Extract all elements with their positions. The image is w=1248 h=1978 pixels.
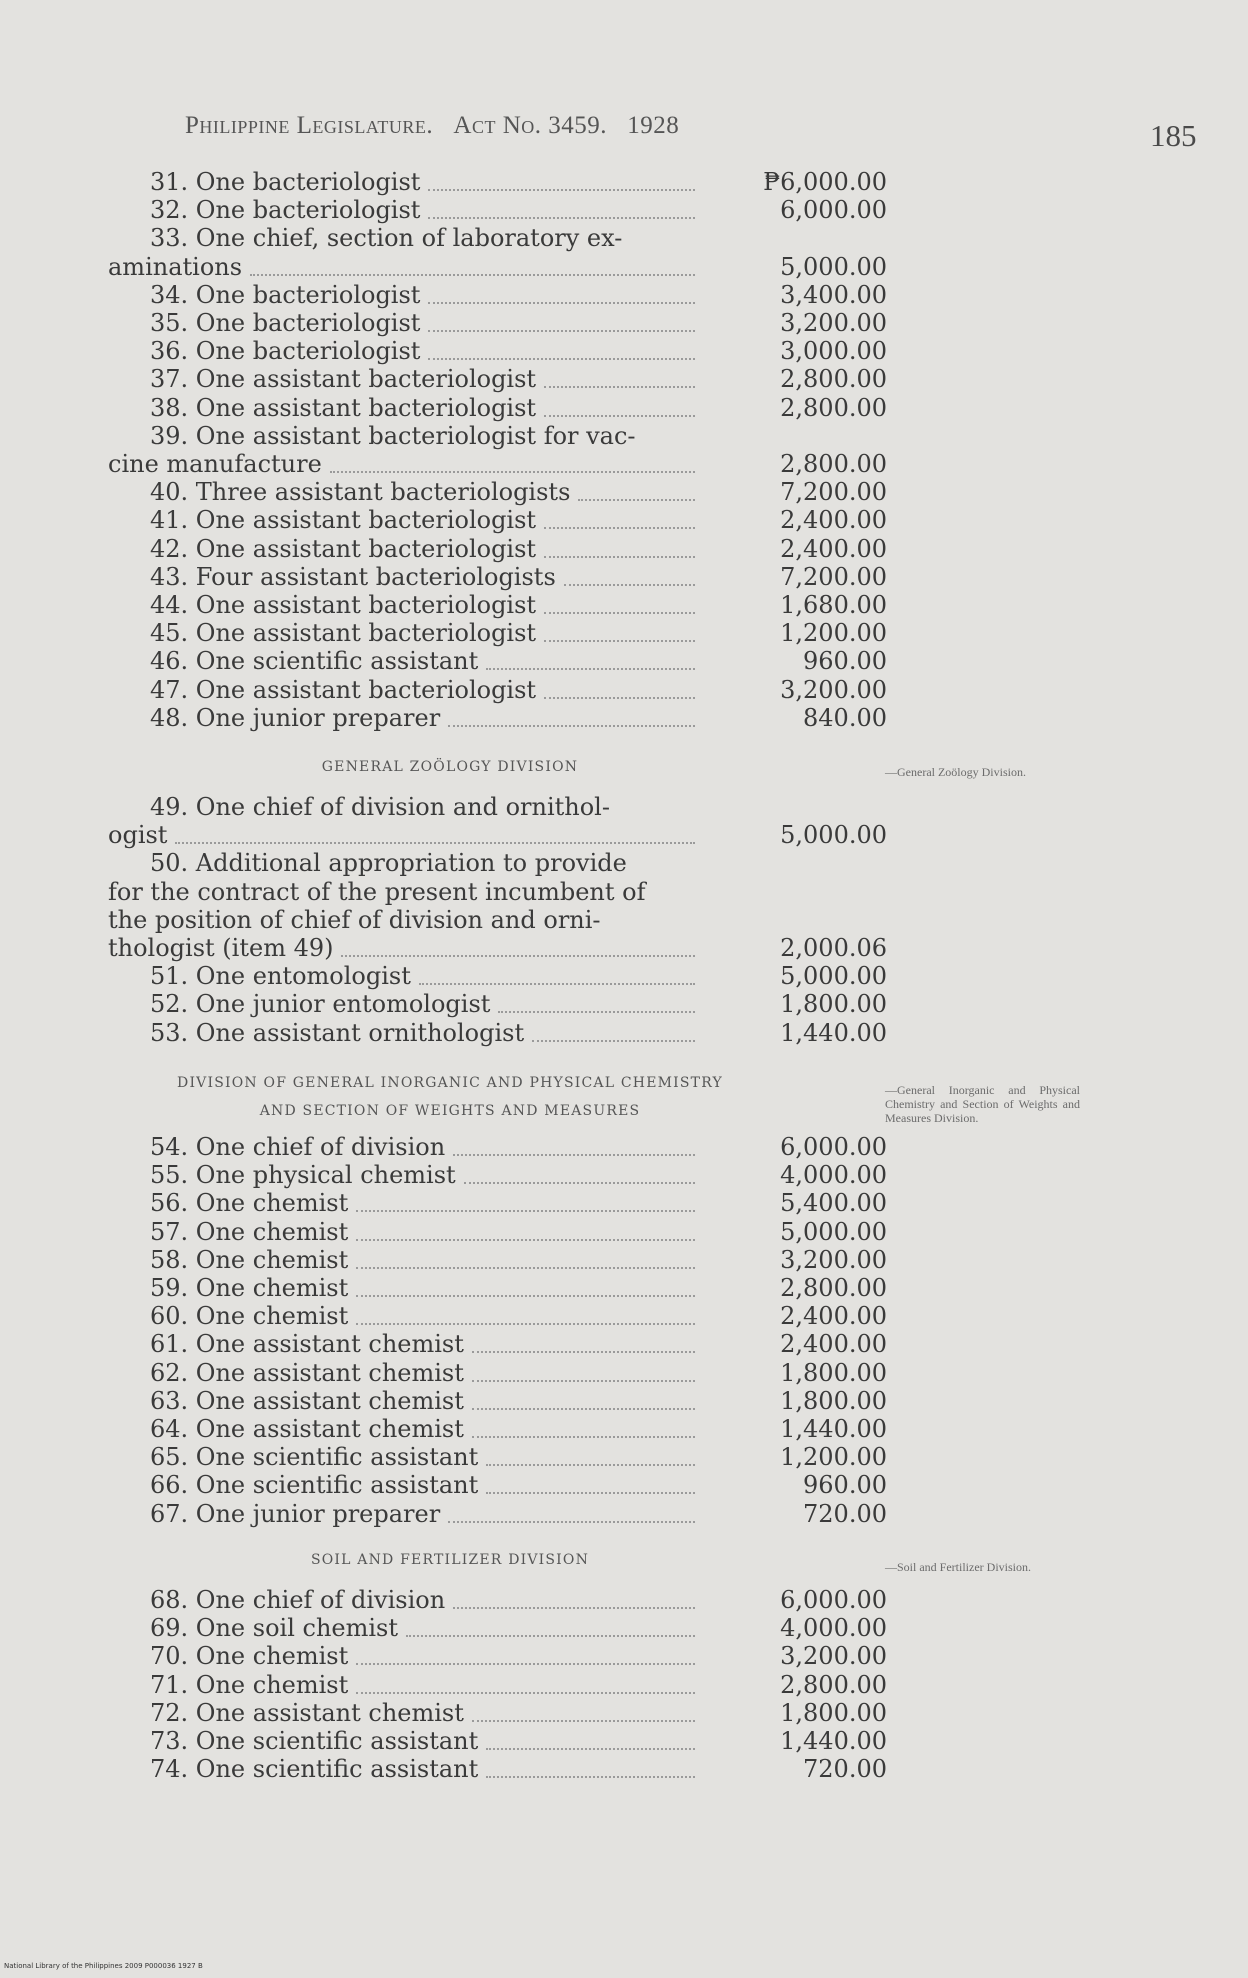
margin-note-zoology: —General Zoölogy Division. [885, 765, 1026, 779]
item-text: 63. One assistant chemist [150, 1386, 464, 1415]
item-amount: 3,000.00 [780, 337, 887, 366]
ledger-row [100, 535, 900, 563]
leader-dots [564, 582, 695, 586]
item-amount: 4,000.00 [780, 1161, 887, 1190]
header-year: 1928 [627, 112, 680, 139]
leader-dots [472, 1718, 695, 1722]
item-amount: 720.00 [803, 1755, 887, 1784]
item-amount: 3,200.00 [780, 675, 887, 704]
leader-dots [356, 1293, 695, 1297]
item-text: 57. One chemist [150, 1217, 349, 1246]
ledger-row [100, 281, 900, 309]
leader-dots [544, 695, 695, 699]
item-amount: 5,000.00 [780, 962, 887, 991]
item-text: 62. One assistant chemist [150, 1358, 464, 1387]
ledger-row [100, 793, 900, 821]
leader-dots [472, 1434, 695, 1438]
item-text: 43. Four assistant bacteriologists [150, 562, 556, 591]
item-amount: 5,000.00 [780, 252, 887, 281]
leader-dots [486, 1462, 695, 1466]
leader-dots [486, 1746, 695, 1750]
item-amount: 6,000.00 [780, 1133, 887, 1161]
item-amount: 2,400.00 [780, 534, 887, 563]
item-text: 47. One assistant bacteriologist [150, 675, 537, 704]
ledger-row [100, 1218, 900, 1246]
item-text: 50. Additional appropriation to provide [150, 849, 627, 878]
item-text: 67. One junior preparer [150, 1499, 441, 1528]
ledger-row [100, 934, 900, 962]
item-text: 48. One junior preparer [150, 703, 441, 732]
item-amount: 2,400.00 [780, 506, 887, 535]
ledger-row [100, 365, 900, 393]
item-text: for the contract of the present incumbent of [108, 877, 646, 906]
item-amount: 840.00 [803, 703, 887, 732]
ledger-row [100, 619, 900, 647]
ledger-row [100, 1161, 900, 1189]
ledger-row [100, 563, 900, 591]
item-amount: 1,800.00 [780, 1386, 887, 1415]
leader-dots [250, 272, 695, 276]
leader-dots [544, 413, 695, 417]
leader-dots [544, 610, 695, 614]
item-text: 36. One bacteriologist [150, 337, 421, 366]
item-amount: 2,800.00 [780, 365, 887, 394]
page-number: 185 [1150, 118, 1197, 153]
item-amount: 2,400.00 [780, 1302, 887, 1331]
item-amount: 5,400.00 [780, 1189, 887, 1218]
ledger-row [100, 1500, 900, 1528]
ledger-row [100, 394, 900, 422]
ledger-row [100, 1415, 900, 1443]
ledger-row [100, 478, 900, 506]
leader-dots [544, 525, 695, 529]
item-text: 66. One scientific assistant [150, 1471, 479, 1500]
margin-note-chemistry: —General Inorganic and Physical Chemistry and Section of Weights and Measures Division. [885, 1083, 1080, 1125]
leader-dots [464, 1180, 695, 1184]
ledger-row [100, 1699, 900, 1727]
header-legislature: Philippine Legislature. [185, 112, 434, 139]
leader-dots [356, 1321, 695, 1325]
margin-note-soil: —Soil and Fertilizer Division. [885, 1560, 1031, 1574]
leader-dots [341, 953, 695, 957]
ledger-row [100, 450, 900, 478]
ledger-row [100, 906, 900, 934]
item-text: 51. One entomologist [150, 962, 411, 991]
leader-dots [428, 187, 695, 191]
ledger-row [100, 591, 900, 619]
ledger-row [100, 962, 900, 990]
scan-footer: National Library of the Philippines 2009 P000036 1927 B [4, 1962, 203, 1970]
item-text: 38. One assistant bacteriologist [150, 393, 537, 422]
leader-dots [453, 1605, 695, 1609]
item-amount: 720.00 [803, 1499, 887, 1528]
section-heading-chemistry-2: AND SECTION OF WEIGHTS AND MEASURES [259, 1103, 641, 1119]
item-text: 32. One bacteriologist [150, 196, 421, 225]
item-text: 68. One chief of division [150, 1586, 446, 1614]
item-amount: 1,440.00 [780, 1415, 887, 1443]
item-text: 45. One assistant bacteriologist [150, 619, 537, 648]
leader-dots [356, 1237, 695, 1241]
item-text: 69. One soil chemist [150, 1614, 399, 1643]
item-amount: 3,400.00 [780, 280, 887, 309]
item-amount: ₱6,000.00 [763, 168, 887, 196]
ledger-row [100, 309, 900, 337]
item-amount: 2,000.06 [780, 934, 887, 962]
leader-dots [544, 638, 695, 642]
leader-dots [356, 1690, 695, 1694]
ledger-row [100, 990, 900, 1018]
ledger-row [100, 337, 900, 365]
item-amount: 1,200.00 [780, 1443, 887, 1472]
leader-dots [532, 1038, 695, 1042]
item-amount: 6,000.00 [780, 1586, 887, 1614]
ledger-row [100, 1586, 900, 1614]
item-text: 52. One junior entomologist [150, 990, 491, 1019]
ledger-row [100, 506, 900, 534]
leader-dots [472, 1378, 695, 1382]
ledger-row [100, 253, 900, 281]
ledger-row [100, 1727, 900, 1755]
item-text: 39. One assistant bacteriologist for vac- [150, 421, 636, 450]
item-amount: 1,440.00 [780, 1727, 887, 1755]
leader-dots [356, 1265, 695, 1269]
item-amount: 3,200.00 [780, 1245, 887, 1274]
running-header [185, 112, 679, 140]
section-heading-chemistry-1: DIVISION OF GENERAL INORGANIC AND PHYSICAL CHEMISTRY [177, 1075, 723, 1091]
leader-dots [472, 1349, 695, 1353]
leader-dots [544, 554, 695, 558]
ledger-row [100, 1274, 900, 1302]
item-amount: 1,800.00 [780, 1698, 887, 1727]
item-text: 65. One scientific assistant [150, 1443, 479, 1472]
header-act: Act No. 3459. [453, 112, 608, 139]
item-text: 34. One bacteriologist [150, 280, 421, 309]
item-text: 41. One assistant bacteriologist [150, 506, 537, 535]
item-text: cine manufacture [108, 450, 322, 478]
item-text: 72. One assistant chemist [150, 1698, 464, 1727]
leader-dots [419, 981, 695, 985]
item-text: 35. One bacteriologist [150, 309, 421, 337]
item-amount: 1,200.00 [780, 619, 887, 648]
item-text: 70. One chemist [150, 1642, 349, 1671]
item-amount: 7,200.00 [780, 478, 887, 507]
ledger-row [100, 224, 900, 252]
item-text: 71. One chemist [150, 1670, 349, 1699]
item-amount: 2,800.00 [780, 1274, 887, 1302]
leader-dots [486, 1774, 695, 1778]
item-text: aminations [108, 252, 243, 281]
item-text: 59. One chemist [150, 1274, 349, 1302]
item-amount: 1,800.00 [780, 1358, 887, 1387]
item-text: 49. One chief of division and ornithol- [150, 793, 610, 821]
ledger-row [100, 168, 900, 196]
item-amount: 4,000.00 [780, 1614, 887, 1643]
item-amount: 5,000.00 [780, 821, 887, 850]
leader-dots [428, 215, 695, 219]
item-amount: 960.00 [803, 1471, 887, 1500]
item-text: 31. One bacteriologist [150, 168, 421, 196]
ledger-row [100, 1019, 900, 1047]
item-text: 40. Three assistant bacteriologists [150, 478, 571, 507]
leader-dots [486, 666, 695, 670]
ledger-row [100, 1387, 900, 1415]
leader-dots [472, 1406, 695, 1410]
section-heading-soil: SOIL AND FERTILIZER DIVISION [310, 1552, 590, 1568]
item-amount: 1,800.00 [780, 990, 887, 1019]
leader-dots [448, 1519, 695, 1523]
item-text: 64. One assistant chemist [150, 1415, 464, 1443]
item-amount: 7,200.00 [780, 562, 887, 591]
item-amount: 2,800.00 [780, 450, 887, 478]
item-text: 61. One assistant chemist [150, 1330, 464, 1359]
ledger-row [100, 1246, 900, 1274]
leader-dots [428, 300, 695, 304]
ledger-row [100, 1133, 900, 1161]
ledger-row [100, 676, 900, 704]
ledger-row [100, 821, 900, 849]
leader-dots [428, 328, 695, 332]
item-amount: 6,000.00 [780, 196, 887, 225]
leader-dots [356, 1208, 695, 1212]
item-text: the position of chief of division and orni- [108, 905, 601, 934]
ledger-row [100, 849, 900, 877]
item-amount: 5,000.00 [780, 1217, 887, 1246]
ledger-row [100, 1443, 900, 1471]
leader-dots [486, 1490, 695, 1494]
ledger-row [100, 1642, 900, 1670]
item-text: 58. One chemist [150, 1245, 349, 1274]
item-text: 54. One chief of division [150, 1133, 446, 1161]
item-text: 55. One physical chemist [150, 1161, 456, 1190]
item-text: 33. One chief, section of laboratory ex- [150, 224, 623, 253]
leader-dots [175, 840, 695, 844]
item-text: 53. One assistant ornithologist [150, 1018, 525, 1047]
item-amount: 2,400.00 [780, 1330, 887, 1359]
item-amount: 1,680.00 [780, 591, 887, 619]
item-text: 74. One scientific assistant [150, 1755, 479, 1784]
ledger-row [100, 878, 900, 906]
item-text: 46. One scientific assistant [150, 647, 479, 676]
ledger-row [100, 1471, 900, 1499]
item-text: thologist (item 49) [108, 934, 334, 962]
ledger-row [100, 196, 900, 224]
item-text: 44. One assistant bacteriologist [150, 591, 537, 619]
leader-dots [356, 1661, 695, 1665]
leader-dots [448, 723, 695, 727]
item-text: 60. One chemist [150, 1302, 349, 1331]
leader-dots [544, 384, 695, 388]
leader-dots [330, 469, 695, 473]
item-text: 56. One chemist [150, 1189, 349, 1218]
ledger-row [100, 1614, 900, 1642]
ledger-row [100, 1189, 900, 1217]
ledger-row [100, 647, 900, 675]
item-amount: 2,800.00 [780, 393, 887, 422]
leader-dots [428, 356, 695, 360]
section-heading-zoology: GENERAL ZOÖLOGY DIVISION [321, 759, 579, 775]
ledger-row [100, 1671, 900, 1699]
leader-dots [453, 1152, 695, 1156]
ledger-row [100, 1359, 900, 1387]
item-amount: 3,200.00 [780, 1642, 887, 1671]
item-amount: 1,440.00 [780, 1018, 887, 1047]
ledger-row [100, 704, 900, 732]
item-amount: 2,800.00 [780, 1670, 887, 1699]
item-amount: 960.00 [803, 647, 887, 676]
ledger-row [100, 422, 900, 450]
ledger-row [100, 1302, 900, 1330]
item-text: 73. One scientific assistant [150, 1727, 479, 1755]
item-text: 42. One assistant bacteriologist [150, 534, 537, 563]
ledger-row [100, 1330, 900, 1358]
leader-dots [578, 497, 695, 501]
item-text: 37. One assistant bacteriologist [150, 365, 537, 394]
item-amount: 3,200.00 [780, 309, 887, 337]
leader-dots [498, 1009, 695, 1013]
leader-dots [406, 1633, 695, 1637]
ledger-row [100, 1755, 900, 1783]
item-text: ogist [108, 821, 168, 850]
